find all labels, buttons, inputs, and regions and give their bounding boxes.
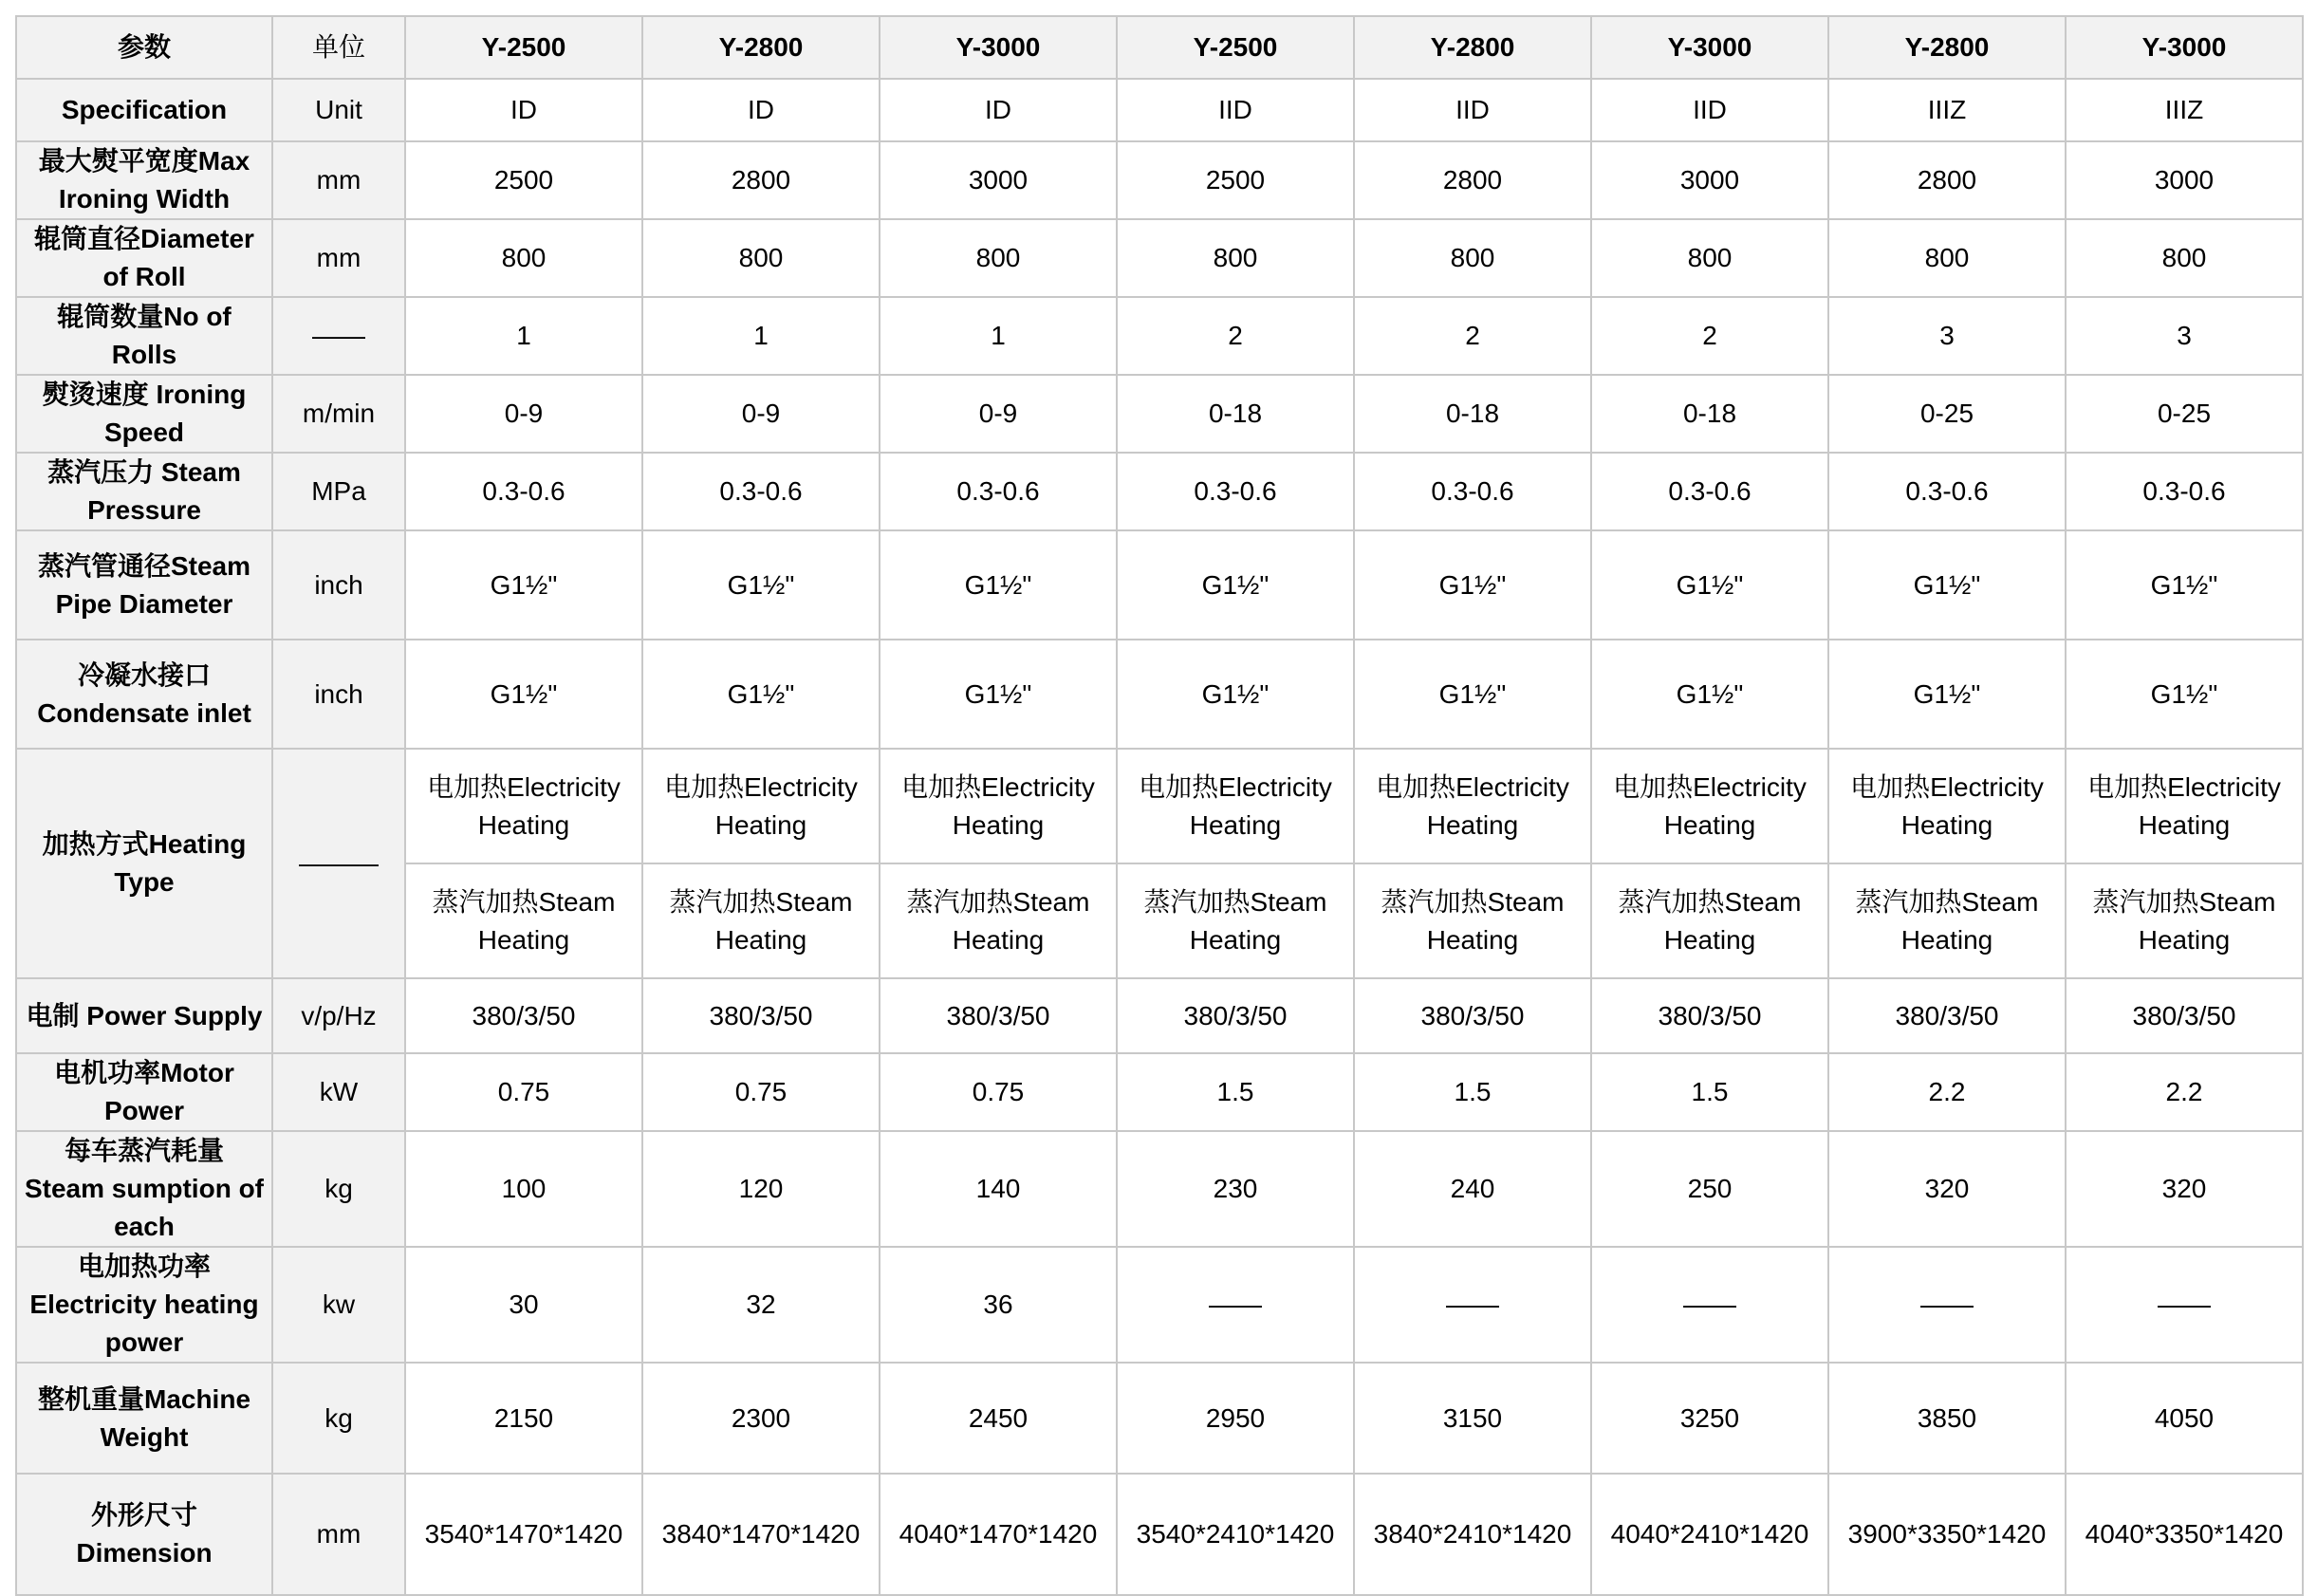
spec-row [16,1247,2303,1363]
row-unit: m/min [272,375,405,453]
cell-value: 0-18 [1354,375,1591,453]
cell-value: —— [1117,1247,1354,1363]
heating-steam: 蒸汽加热Steam Heating [1117,863,1354,978]
cell-value: 1 [880,297,1117,375]
cell-value: 0-18 [1591,375,1828,453]
row-label: 电加热功率 Electricity heating power [16,1247,272,1363]
cell-value: G1½" [2066,530,2303,640]
row-label: 电制 Power Supply [16,978,272,1053]
heating-steam: 蒸汽加热Steam Heating [1591,863,1828,978]
row-label: 冷凝水接口 Condensate inlet [16,640,272,749]
cell-value: 0-25 [2066,375,2303,453]
cell-value: 2500 [405,141,642,219]
row-label: 加热方式Heating Type [16,749,272,978]
heating-electric: 电加热Electricity Heating [2066,749,2303,863]
spec-row [16,219,2303,297]
cell-value: 0.3-0.6 [1591,453,1828,530]
cell-value: 0.75 [405,1053,642,1131]
heating-electric: 电加热Electricity Heating [1591,749,1828,863]
cell-value: 800 [1354,219,1591,297]
cell-value: 4050 [2066,1363,2303,1474]
cell-value: 3000 [880,141,1117,219]
cell-value: 0-18 [1117,375,1354,453]
cell-value: 3 [1828,297,2066,375]
cell-value: 3840*1470*1420 [642,1474,880,1595]
heating-electric: 电加热Electricity Heating [1354,749,1591,863]
cell-value: 1 [405,297,642,375]
cell-value: 2800 [1354,141,1591,219]
header-unit: 单位 [272,16,405,79]
model-header: Y-3000 [1591,16,1828,79]
row-unit: kg [272,1363,405,1474]
cell-value: 320 [2066,1131,2303,1247]
row-unit: —— [272,297,405,375]
cell-value: 230 [1117,1131,1354,1247]
cell-value: 1.5 [1354,1053,1591,1131]
cell-value: 800 [1828,219,2066,297]
cell-value: —— [2066,1247,2303,1363]
cell-value: 2950 [1117,1363,1354,1474]
cell-value: G1½" [642,530,880,640]
cell-value: 800 [880,219,1117,297]
model-header: Y-2500 [405,16,642,79]
cell-value: 3000 [1591,141,1828,219]
cell-value: 3840*2410*1420 [1354,1474,1591,1595]
cell-value: 0.3-0.6 [642,453,880,530]
cell-value: G1½" [642,640,880,749]
spec-table [15,15,2304,1596]
cell-value: 2 [1354,297,1591,375]
cell-value: 3000 [2066,141,2303,219]
cell-value: 3900*3350*1420 [1828,1474,2066,1595]
cell-value: 3 [2066,297,2303,375]
cell-value: 120 [642,1131,880,1247]
heating-steam: 蒸汽加热Steam Heating [405,863,642,978]
cell-value: IIIZ [1828,79,2066,141]
cell-value: G1½" [1354,530,1591,640]
heating-electric: 电加热Electricity Heating [405,749,642,863]
cell-value: 380/3/50 [405,978,642,1053]
heating-electric: 电加热Electricity Heating [1117,749,1354,863]
spec-row [16,375,2303,453]
cell-value: —— [1591,1247,1828,1363]
cell-value: 2800 [1828,141,2066,219]
cell-value: G1½" [1117,530,1354,640]
cell-value: 30 [405,1247,642,1363]
row-unit: kg [272,1131,405,1247]
cell-value: 250 [1591,1131,1828,1247]
cell-value: 1 [642,297,880,375]
model-header: Y-2800 [1354,16,1591,79]
cell-value: 0-9 [642,375,880,453]
heating-steam: 蒸汽加热Steam Heating [2066,863,2303,978]
cell-value: G1½" [405,530,642,640]
cell-value: G1½" [2066,640,2303,749]
cell-value: IID [1591,79,1828,141]
spec-row [16,640,2303,749]
cell-value: 320 [1828,1131,2066,1247]
row-unit: mm [272,1474,405,1595]
cell-value: 380/3/50 [880,978,1117,1053]
cell-value: 800 [1117,219,1354,297]
model-header: Y-2500 [1117,16,1354,79]
cell-value: 32 [642,1247,880,1363]
row-label: 电机功率Motor Power [16,1053,272,1131]
row-label: 辊筒直径Diameter of Roll [16,219,272,297]
cell-value: IID [1354,79,1591,141]
row-label: Specification [16,79,272,141]
cell-value: 3540*1470*1420 [405,1474,642,1595]
cell-value: G1½" [1591,530,1828,640]
spec-row [16,1053,2303,1131]
cell-value: 4040*3350*1420 [2066,1474,2303,1595]
cell-value: 140 [880,1131,1117,1247]
spec-row [16,530,2303,640]
row-label: 最大熨平宽度Max Ironing Width [16,141,272,219]
specification-row [16,79,2303,141]
row-unit: inch [272,530,405,640]
row-unit: ——— [272,749,405,978]
row-unit: kW [272,1053,405,1131]
row-unit: inch [272,640,405,749]
heating-steam: 蒸汽加热Steam Heating [1828,863,2066,978]
model-header: Y-2800 [642,16,880,79]
row-unit: Unit [272,79,405,141]
cell-value: ID [880,79,1117,141]
cell-value: 2300 [642,1363,880,1474]
spec-row [16,297,2303,375]
cell-value: 380/3/50 [1117,978,1354,1053]
cell-value: 380/3/50 [1354,978,1591,1053]
cell-value: G1½" [1354,640,1591,749]
heating-electric: 电加热Electricity Heating [642,749,880,863]
spec-row [16,141,2303,219]
cell-value: 1.5 [1591,1053,1828,1131]
cell-value: IID [1117,79,1354,141]
model-header: Y-2800 [1828,16,2066,79]
row-label: 熨烫速度 Ironing Speed [16,375,272,453]
cell-value: 2 [1117,297,1354,375]
cell-value: 3540*2410*1420 [1117,1474,1354,1595]
row-unit: mm [272,141,405,219]
cell-value: 380/3/50 [2066,978,2303,1053]
row-unit: MPa [272,453,405,530]
heating-steam: 蒸汽加热Steam Heating [880,863,1117,978]
cell-value: 0-25 [1828,375,2066,453]
spec-row [16,1363,2303,1474]
cell-value: 36 [880,1247,1117,1363]
cell-value: 800 [405,219,642,297]
cell-value: 2500 [1117,141,1354,219]
header-row [16,16,2303,79]
model-header: Y-3000 [2066,16,2303,79]
cell-value: 0.3-0.6 [1828,453,2066,530]
cell-value: 100 [405,1131,642,1247]
cell-value: —— [1828,1247,2066,1363]
spec-row [16,978,2303,1053]
spec-table-body [16,16,2303,1595]
cell-value: G1½" [1828,530,2066,640]
cell-value: 380/3/50 [1591,978,1828,1053]
row-label: 辊筒数量No of Rolls [16,297,272,375]
spec-row [16,453,2303,530]
cell-value: 380/3/50 [642,978,880,1053]
cell-value: 0-9 [405,375,642,453]
cell-value: G1½" [1591,640,1828,749]
row-label: 整机重量Machine Weight [16,1363,272,1474]
cell-value: 380/3/50 [1828,978,2066,1053]
spec-row [16,1131,2303,1247]
row-label: 蒸汽压力 Steam Pressure [16,453,272,530]
cell-value: G1½" [1117,640,1354,749]
cell-value: 800 [1591,219,1828,297]
cell-value: G1½" [880,640,1117,749]
row-unit: mm [272,219,405,297]
cell-value: —— [1354,1247,1591,1363]
cell-value: 3250 [1591,1363,1828,1474]
row-label: 外形尺寸 Dimension [16,1474,272,1595]
cell-value: 1.5 [1117,1053,1354,1131]
cell-value: 0.75 [642,1053,880,1131]
cell-value: G1½" [405,640,642,749]
cell-value: 800 [642,219,880,297]
header-param: 参数 [16,16,272,79]
cell-value: 800 [2066,219,2303,297]
row-unit: kw [272,1247,405,1363]
cell-value: ID [642,79,880,141]
cell-value: IIIZ [2066,79,2303,141]
cell-value: ID [405,79,642,141]
cell-value: 4040*1470*1420 [880,1474,1117,1595]
cell-value: 2450 [880,1363,1117,1474]
spec-row [16,1474,2303,1595]
cell-value: 2 [1591,297,1828,375]
heating-steam: 蒸汽加热Steam Heating [1354,863,1591,978]
cell-value: 2.2 [1828,1053,2066,1131]
cell-value: 0.75 [880,1053,1117,1131]
cell-value: 2.2 [2066,1053,2303,1131]
cell-value: G1½" [880,530,1117,640]
cell-value: 0.3-0.6 [2066,453,2303,530]
cell-value: 0.3-0.6 [1117,453,1354,530]
heating-steam: 蒸汽加热Steam Heating [642,863,880,978]
heating-electric: 电加热Electricity Heating [880,749,1117,863]
row-label: 蒸汽管通径Steam Pipe Diameter [16,530,272,640]
cell-value: 0.3-0.6 [880,453,1117,530]
row-unit: v/p/Hz [272,978,405,1053]
cell-value: G1½" [1828,640,2066,749]
cell-value: 0.3-0.6 [405,453,642,530]
cell-value: 0-9 [880,375,1117,453]
cell-value: 3150 [1354,1363,1591,1474]
model-header: Y-3000 [880,16,1117,79]
heating-electric: 电加热Electricity Heating [1828,749,2066,863]
cell-value: 4040*2410*1420 [1591,1474,1828,1595]
cell-value: 2800 [642,141,880,219]
cell-value: 3850 [1828,1363,2066,1474]
row-label: 每车蒸汽耗量 Steam sumption of each [16,1131,272,1247]
heating-row [16,749,2303,863]
cell-value: 240 [1354,1131,1591,1247]
cell-value: 0.3-0.6 [1354,453,1591,530]
cell-value: 2150 [405,1363,642,1474]
